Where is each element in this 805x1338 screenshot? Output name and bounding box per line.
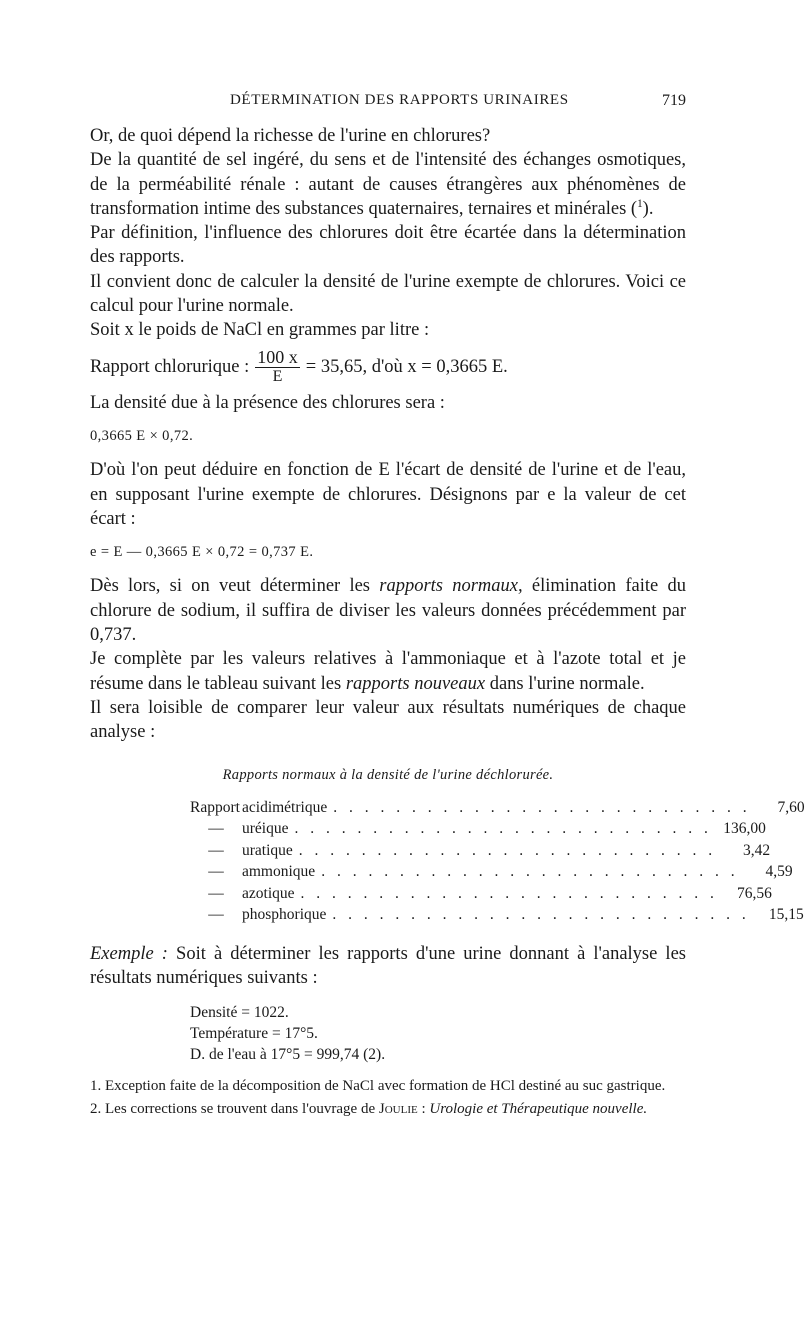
- paragraph-calculation: Il convient donc de calculer la densité de l'urine exempte de chlorures. Voici ce calcul pour l'urine normale.: [90, 271, 686, 317]
- running-title: DÉTERMINATION DES RAPPORTS URINAIRES: [230, 92, 569, 108]
- footnote-ref-1: 1: [637, 197, 643, 210]
- emphasis-rapports-nouveaux: rapports nouveaux: [345, 673, 486, 694]
- ratio-fraction: [255, 348, 300, 386]
- paragraph-compare: Il sera loisible de comparer leur valeur aux résultats numériques de chaque analyse :: [90, 697, 686, 743]
- measurement-list: [190, 1002, 686, 1065]
- paragraph-deviation: D'où l'on peut déduire en fonction de E l'écart de densité de l'urine et de l'eau, en supposant l'urine exempte de chlorures. Désignons par e la valeur de cet écart :: [90, 460, 686, 529]
- leader-dots: . . . . . . . . . . . . . . . . . . . . . . . . . . .: [300, 884, 718, 902]
- row-prefix: —: [208, 841, 224, 859]
- leader-dots: . . . . . . . . . . . . . . . . . . . . . . . . . . .: [333, 798, 751, 816]
- row-value: 136,00: [723, 820, 766, 838]
- example-label: Exemple :: [90, 943, 168, 964]
- text-run: :: [417, 1100, 430, 1117]
- row-value: 76,56: [737, 884, 772, 902]
- row-label: azotique: [242, 884, 295, 902]
- table-row: [190, 861, 793, 883]
- table-row: [190, 883, 772, 905]
- row-prefix: Rapport: [190, 798, 240, 816]
- row-label: phosphorique: [242, 906, 327, 924]
- row-value: 3,42: [743, 841, 771, 859]
- text-run: Dès lors, si on veut déterminer les: [90, 576, 380, 597]
- paragraph-causes-end: ).: [642, 198, 654, 219]
- row-value: 7,60: [777, 798, 805, 816]
- ratio-equation: [90, 343, 686, 391]
- table-row: [190, 904, 804, 926]
- example-text: Soit à déterminer les rapports d'une urine donnant à l'analyse les résultats numériques suivants :: [90, 943, 686, 989]
- footnote-2: [90, 1099, 686, 1120]
- page-header: [90, 92, 686, 114]
- paragraph-example: [90, 942, 686, 991]
- page-number: 719: [662, 92, 686, 109]
- leader-dots: . . . . . . . . . . . . . . . . . . . . . . . . . . .: [294, 820, 712, 838]
- row-label: uratique: [242, 841, 293, 859]
- table-row: [190, 840, 771, 862]
- text-run: 2. Les corrections se trouvent dans l'ouvrage de: [90, 1100, 379, 1117]
- row-prefix: —: [208, 820, 224, 838]
- paragraph-definition: Par définition, l'influence des chlorures doit être écartée dans la détermination des rapports.: [90, 223, 686, 268]
- text-run: dans l'urine normale.: [485, 673, 645, 694]
- row-label: ammonique: [242, 863, 316, 881]
- leader-dots: . . . . . . . . . . . . . . . . . . . . . . . . . . .: [298, 841, 717, 859]
- footnote-1: 1. Exception faite de la décomposition de NaCl avec formation de HCl destiné au suc gastrique.: [90, 1078, 666, 1094]
- leader-dots: . . . . . . . . . . . . . . . . . . . . . . . . . . .: [321, 863, 739, 881]
- row-prefix: —: [208, 906, 224, 924]
- paragraph-let-x: Soit x le poids de NaCl en grammes par litre :: [90, 320, 430, 341]
- equation-deviation: e = E — 0,3665 E × 0,72 = 0,737 E.: [90, 544, 314, 561]
- book-title: Urologie et Thérapeutique nouvelle.: [429, 1100, 648, 1117]
- paragraph-normal-ratios: [90, 574, 686, 647]
- table-caption: Rapports normaux à la densité de l'urine déchlorurée.: [222, 766, 554, 783]
- row-value: 4,59: [765, 863, 793, 881]
- measurement-line: D. de l'eau à 17°5 = 999,74 (2).: [190, 1046, 386, 1064]
- ratio-table-block: [90, 763, 805, 926]
- table-row: [190, 818, 766, 840]
- table-row: [190, 797, 805, 819]
- measurement-line: Densité = 1022.: [190, 1004, 289, 1022]
- ratio-table: [190, 797, 805, 926]
- paragraph-causes-text: De la quantité de sel ingéré, du sens et de l'intensité des échanges osmotiques, de la perméabilité rénale : autant de causes étrangères aux phénomènes de transformation intime des substances quaternaires, ternaires et minérales (: [90, 150, 686, 219]
- text-run: élimination faite du chlorure de sodium, il suffira de diviser les valeurs données précédemment par 0,737.: [90, 576, 687, 646]
- row-value: 15,15: [768, 906, 804, 924]
- footnotes: [90, 1076, 686, 1119]
- row-prefix: —: [208, 884, 224, 902]
- row-label: uréique: [242, 820, 289, 838]
- paragraph-density: La densité due à la présence des chlorures sera :: [90, 392, 445, 413]
- row-prefix: —: [208, 863, 224, 881]
- ratio-prefix: Rapport chlorurique :: [90, 356, 250, 377]
- emphasis-rapports-normaux: rapports normaux,: [379, 576, 523, 597]
- ratio-numerator: 100 x: [257, 346, 298, 367]
- leader-dots: . . . . . . . . . . . . . . . . . . . . . . . . . . .: [332, 906, 750, 924]
- ratio-suffix: = 35,65, d'où x = 0,3665 E.: [305, 356, 508, 377]
- row-label: acidimétrique: [242, 798, 328, 816]
- text-run: Je complète par les valeurs relatives à l'ammoniaque et à l'azote total et je résume dans le tableau suivant les: [90, 649, 686, 694]
- paragraph-summary: [90, 647, 686, 696]
- paragraph-causes: [90, 148, 686, 221]
- main-text: [90, 124, 805, 1065]
- author-name: Joulie: [378, 1100, 418, 1117]
- measurement-line: Température = 17°5.: [190, 1025, 318, 1043]
- paragraph-question: Or, de quoi dépend la richesse de l'urine en chlorures?: [90, 126, 491, 146]
- ratio-denominator: E: [272, 367, 283, 385]
- equation-density: 0,3665 E × 0,72.: [90, 427, 194, 444]
